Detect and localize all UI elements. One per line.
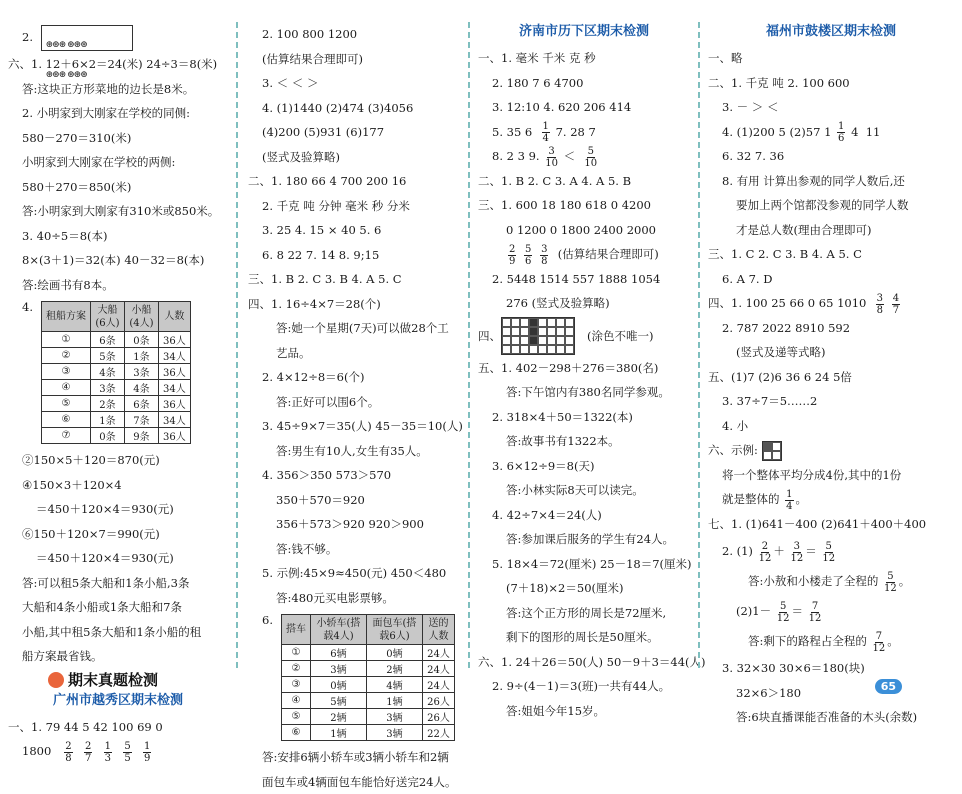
subsection-title: 广州市越秀区期末检测: [8, 691, 228, 711]
fraction: $\frac{5}{12}$: [884, 571, 897, 594]
line: 艺品。: [248, 341, 460, 366]
line: 3. 6×12÷9＝8(天): [478, 454, 690, 479]
fraction: $\frac{1}{4}$: [785, 489, 793, 512]
table-cell: 6条: [90, 332, 124, 348]
fraction-line: [478, 242, 690, 267]
table-row: [41, 364, 190, 380]
line: 8. 有用 计算出参观的同学人数后,还: [708, 169, 954, 194]
table-row: [41, 428, 190, 444]
line: 6. 8 22 7. 14 8. 9;15: [248, 243, 460, 268]
line: 2. 180 7 6 4700: [478, 71, 690, 96]
line: 350＋570＝920: [248, 488, 460, 513]
line: 3. 25 4. 15 × 40 5. 6: [248, 218, 460, 243]
grid-cell: [520, 327, 529, 336]
line: 3. 37÷7＝5……2: [708, 389, 954, 414]
line: 六、1. 24＋26＝50(人) 50－9＋3＝44(人): [478, 650, 690, 675]
grid-cell: [529, 336, 538, 345]
column-4: [708, 22, 954, 730]
column-2: [248, 22, 460, 794]
line: 一、略: [708, 46, 954, 71]
line: 5. 18×4＝72(厘米) 25－18＝7(厘米): [478, 552, 690, 577]
table-row: [41, 348, 190, 364]
grid-cell: [547, 336, 556, 345]
table-cell: 3辆: [366, 725, 422, 741]
table-cell: 36人: [158, 428, 190, 444]
fraction: $\frac{3}{8}$: [540, 244, 548, 267]
fraction-line: 4. (1)200 5 (2)57 1 $\frac{1}{6}$ 4 11: [708, 120, 954, 145]
section-title: 福州市鼓楼区期末检测: [708, 22, 954, 42]
grid-cell: [529, 318, 538, 327]
table-row: [281, 709, 454, 725]
table-cell: 4条: [124, 380, 158, 396]
fraction: $\frac{4}{7}$: [892, 293, 900, 316]
table-cell: 3辆: [310, 661, 366, 677]
line: 3. 12:10 4. 620 206 414: [478, 95, 690, 120]
table-cell: ③: [41, 364, 90, 380]
line: 答:男生有10人,女生有35人。: [248, 439, 460, 464]
grid-cell: [529, 327, 538, 336]
line: 4. (1)1440 (2)474 (3)4056: [248, 96, 460, 121]
table-header: 搭车: [281, 615, 310, 645]
fraction-line: 答:剩下的路程占全程的 $\frac{7}{12}$ 。: [708, 626, 954, 656]
fraction-line: 2. (1) $\frac{2}{12}$ ＋ $\frac{3}{12}$ ＝ $\frac{5}{12}$: [708, 536, 954, 566]
line: ＝450＋120×4＝930(元): [8, 546, 228, 571]
table-cell: 3条: [90, 380, 124, 396]
q4-label: 4.: [8, 297, 33, 317]
line: 答:安排6辆小轿车或3辆小轿车和2辆: [248, 745, 460, 770]
line: (竖式及递等式略): [708, 340, 954, 365]
text: 8. 2 3 9.: [492, 149, 540, 163]
text: 就是整体的: [722, 492, 780, 506]
table-cell: 0条: [124, 332, 158, 348]
table-cell: ⑥: [281, 725, 310, 741]
table-row: [41, 380, 190, 396]
table-cell: 1条: [124, 348, 158, 364]
table-cell: 34人: [158, 348, 190, 364]
fraction: $\frac{1}{6}$: [837, 121, 845, 144]
shaded-grid-figure: [501, 317, 575, 355]
line: 五、(1)7 (2)6 36 6 24 5倍: [708, 365, 954, 390]
line: 答:绘画书有8本。: [8, 273, 228, 298]
table-cell: ⑤: [281, 709, 310, 725]
line: 五、1. 402－298＋276＝380(名): [478, 356, 690, 381]
line: 5. 示例:45×9≈450(元) 450＜480: [248, 561, 460, 586]
table-cell: 4辆: [366, 677, 422, 693]
table-cell: 24人: [422, 661, 454, 677]
line: 2. 4×12÷8＝6(个): [248, 365, 460, 390]
table-cell: 26人: [422, 709, 454, 725]
line: 四、1. 16÷4×7＝28(个): [248, 292, 460, 317]
text: 4. (1)200 5 (2)57 1: [722, 125, 831, 139]
number: 1800: [22, 744, 51, 758]
line: 2. 9÷(4－1)＝3(班)一共有44人。: [478, 674, 690, 699]
line: 答:这块正方形菜地的边长是8米。: [8, 77, 228, 102]
q4-block: [8, 297, 228, 448]
line: 答:参加课后服务的学生有24人。: [478, 527, 690, 552]
table-cell: 24人: [422, 645, 454, 661]
fraction-line: [8, 739, 228, 764]
table-cell: 5辆: [310, 693, 366, 709]
table-cell: 7条: [124, 412, 158, 428]
grid-cell: [511, 336, 520, 345]
line: 答:480元买电影票够。: [248, 586, 460, 611]
line: 4. 356＞350 573＞570: [248, 463, 460, 488]
fraction: $\frac{5}{12}$: [777, 601, 790, 624]
boat-plan-table: [41, 301, 191, 444]
fraction-line: [708, 291, 954, 316]
line: 船方案最省钱。: [8, 644, 228, 669]
line: 答:钱不够。: [248, 537, 460, 562]
grid-cell: [556, 345, 565, 354]
grid-cell: [520, 318, 529, 327]
grid-cell: [565, 336, 574, 345]
grid-cell: [556, 318, 565, 327]
line: 答:这个正方形的周长是72厘米,: [478, 601, 690, 626]
fraction: $\frac{5}{6}$: [524, 244, 532, 267]
text: 2. (1): [722, 544, 753, 558]
table-cell: 3辆: [366, 709, 422, 725]
text: 六、示例:: [708, 443, 758, 457]
table-cell: ①: [281, 645, 310, 661]
line: 答:可以租5条大船和1条小船,3条: [8, 571, 228, 596]
section-heading-text: 期末真题检测: [68, 671, 158, 689]
line: 面包车或4辆面包车能恰好送完24人。: [248, 770, 460, 794]
line: 580＋270＝850(米): [8, 175, 228, 200]
column-divider: [698, 22, 700, 668]
fraction: $\frac{1}{9}$: [143, 741, 151, 764]
grid-cell: [529, 345, 538, 354]
line: (4)200 (5)931 (6)177: [248, 120, 460, 145]
line: 3. ＜ ＜ ＞: [248, 71, 460, 96]
quarter-square-figure: [762, 441, 782, 461]
table-cell: 34人: [158, 380, 190, 396]
table-cell: ①: [41, 332, 90, 348]
fraction-line: 8. 2 3 9. $\frac{3}{10}$ ＜ $\frac{5}{10}$: [478, 144, 690, 169]
fraction: $\frac{3}{12}$: [790, 541, 803, 564]
table-cell: 36人: [158, 396, 190, 412]
table-cell: 6辆: [310, 645, 366, 661]
grid-cell: [538, 345, 547, 354]
section-title: 济南市历下区期末检测: [478, 22, 690, 42]
line: 答:故事书有1322本。: [478, 429, 690, 454]
rocket-icon: [48, 672, 64, 688]
line: 2. 5448 1514 557 1888 1054: [478, 267, 690, 292]
table-cell: 1辆: [366, 693, 422, 709]
table-row: [281, 677, 454, 693]
fraction: $\frac{2}{8}$: [64, 741, 72, 764]
section-heading: [8, 669, 228, 691]
q6-label: 6.: [248, 610, 273, 630]
grid-cell: [565, 345, 574, 354]
line: 3. － ＞ ＜: [708, 95, 954, 120]
grid-cell: [502, 336, 511, 345]
apple-icons: ⊛⊛⊛ ⊛⊛⊛ ⊛⊛⊛ ⊛⊛⊛: [46, 40, 87, 80]
line: ⑥150＋120×7＝990(元): [8, 522, 228, 547]
table-row: [281, 693, 454, 709]
fraction: $\frac{7}{12}$: [873, 631, 886, 654]
line: 二、1. 180 66 4 700 200 16: [248, 169, 460, 194]
table-cell: ②: [281, 661, 310, 677]
q2-row: [8, 22, 228, 52]
text: (估算结果合理即可): [558, 247, 659, 261]
text: (涂色不唯一): [587, 328, 653, 344]
line: 答:下午馆内有380名同学参观。: [478, 380, 690, 405]
apple-diagram: [41, 25, 133, 51]
table-row: [41, 332, 190, 348]
table-row: [41, 412, 190, 428]
table-header: 送的人数: [422, 615, 454, 645]
fraction-line: 就是整体的 $\frac{1}{4}$ 。: [708, 487, 954, 512]
table-cell: 24人: [422, 677, 454, 693]
grid-cell: [511, 318, 520, 327]
line: 3. 45÷9×7＝35(人) 45－35＝10(人): [248, 414, 460, 439]
q2-label: 2.: [22, 30, 33, 44]
table-cell: 26人: [422, 693, 454, 709]
table-cell: 22人: [422, 725, 454, 741]
fraction: $\frac{3}{8}$: [876, 293, 884, 316]
table-header: 租船方案: [41, 302, 90, 332]
line: 0 1200 0 1800 2400 2000: [478, 218, 690, 243]
grid-cell: [538, 318, 547, 327]
grid-cell: [538, 327, 547, 336]
line: 剩下的图形的周长是50厘米。: [478, 625, 690, 650]
line: (估算结果合理即可): [248, 47, 460, 72]
table-cell: ②: [41, 348, 90, 364]
table-cell: ⑥: [41, 412, 90, 428]
table-cell: ⑤: [41, 396, 90, 412]
table-header: 人数: [158, 302, 190, 332]
column-1: [8, 22, 228, 764]
text: 四、1. 100 25 66 0 65 1010: [708, 296, 866, 310]
line: 580－270＝310(米): [8, 126, 228, 151]
text: 5. 35 6: [492, 125, 532, 139]
line: 4. 小: [708, 414, 954, 439]
fraction: $\frac{3}{10}$: [545, 146, 558, 169]
line: 32×6＞180: [708, 681, 954, 706]
table-cell: 0辆: [366, 645, 422, 661]
grid-cell: [520, 345, 529, 354]
line: 才是总人数(理由合理即可): [708, 218, 954, 243]
column-3: [478, 22, 690, 723]
fraction: $\frac{7}{12}$: [809, 601, 822, 624]
line: 将一个整体平均分成4份,其中的1份: [708, 463, 954, 488]
page-number: 65: [875, 679, 902, 694]
line: 答:6块直播课能否准备的木头(余数): [708, 705, 954, 730]
q-label: 四、: [478, 328, 501, 344]
fraction: $\frac{5}{12}$: [822, 541, 835, 564]
table-cell: 2条: [90, 396, 124, 412]
line: 2. 318×4＋50＝1322(本): [478, 405, 690, 430]
grid-cell: [556, 327, 565, 336]
table-cell: ④: [281, 693, 310, 709]
fraction-line: 答:小敖和小楼走了全程的 $\frac{5}{12}$ 。: [708, 566, 954, 596]
grid-cell: [538, 336, 547, 345]
fraction-line: 5. 35 6 $\frac{1}{4}$ 7. 28 7: [478, 120, 690, 145]
table-cell: 6条: [124, 396, 158, 412]
table-header: 大船(6人): [90, 302, 124, 332]
grid-cell: [502, 327, 511, 336]
car-plan-table: [281, 614, 455, 741]
line: 要加上两个馆都没参观的同学人数: [708, 193, 954, 218]
text: 答:剩下的路程占全程的: [748, 634, 867, 648]
table-cell: 3条: [124, 364, 158, 380]
line: 2. 100 800 1200: [248, 22, 460, 47]
line: 2. 787 2022 8910 592: [708, 316, 954, 341]
table-cell: 2辆: [366, 661, 422, 677]
line: 6. 32 7. 36: [708, 144, 954, 169]
line: 3. 32×30 30×6＝180(块): [708, 656, 954, 681]
fraction: $\frac{5}{10}$: [584, 146, 597, 169]
table-cell: 0条: [90, 428, 124, 444]
fraction: $\frac{1}{4}$: [542, 121, 550, 144]
line: 一、1. 毫米 千米 克 秒: [478, 46, 690, 71]
line: (7＋18)×2＝50(厘米): [478, 576, 690, 601]
table-header: 面包车(搭载6人): [366, 615, 422, 645]
table-cell: ⑦: [41, 428, 90, 444]
line: 答:姐姐今年15岁。: [478, 699, 690, 724]
line: 小船,其中租5条大船和1条小船的租: [8, 620, 228, 645]
q6-block: [248, 610, 460, 745]
text: (2)1－: [736, 604, 771, 618]
line: 3. 40÷5＝8(本): [8, 224, 228, 249]
line: 一、1. 79 44 5 42 100 69 0: [8, 715, 228, 740]
grid-cell: [547, 318, 556, 327]
table-cell: 36人: [158, 332, 190, 348]
table-cell: 34人: [158, 412, 190, 428]
grid-cell: [520, 336, 529, 345]
table-cell: ④: [41, 380, 90, 396]
line: 276 (竖式及验算略): [478, 291, 690, 316]
table-cell: 4条: [90, 364, 124, 380]
table-row: [41, 396, 190, 412]
line: (竖式及验算略): [248, 145, 460, 170]
line: 答:小林实际8天可以读完。: [478, 478, 690, 503]
fraction: $\frac{2}{12}$: [759, 541, 772, 564]
fraction: $\frac{5}{5}$: [123, 741, 131, 764]
text: 答:小敖和小楼走了全程的: [748, 574, 878, 588]
line: ＝450＋120×4＝930(元): [8, 497, 228, 522]
line: 2. 千克 吨 分钟 毫米 秒 分米: [248, 194, 460, 219]
grid-cell: [547, 327, 556, 336]
table-row: [281, 645, 454, 661]
line: 大船和4条小船或1条大船和7条: [8, 595, 228, 620]
line: 8×(3＋1)＝32(本) 40－32＝8(本): [8, 248, 228, 273]
table-cell: 2辆: [310, 709, 366, 725]
example-row: [708, 438, 954, 463]
grid-cell: [502, 345, 511, 354]
table-cell: 5条: [90, 348, 124, 364]
fraction-line: (2)1－ $\frac{5}{12}$ ＝ $\frac{7}{12}$: [708, 596, 954, 626]
grid-cell: [565, 318, 574, 327]
line: 三、1. B 2. C 3. B 4. A 5. C: [248, 267, 460, 292]
grid-cell: [511, 327, 520, 336]
column-divider: [236, 22, 238, 668]
line: 356＋573＞920 920＞900: [248, 512, 460, 537]
fraction: $\frac{2}{7}$: [84, 741, 92, 764]
line: 六、1. 12＋6×2＝24(米) 24÷3＝8(米): [8, 52, 228, 77]
table-cell: 9条: [124, 428, 158, 444]
line: 答:小明家到大刚家有310米或850米。: [8, 199, 228, 224]
fraction: $\frac{1}{3}$: [104, 741, 112, 764]
table-cell: 1辆: [310, 725, 366, 741]
table-header: 小轿车(搭载4人): [310, 615, 366, 645]
line: 答:她一个星期(7天)可以做28个工: [248, 316, 460, 341]
line: 6. A 7. D: [708, 267, 954, 292]
line: 二、1. 千克 吨 2. 100 600: [708, 71, 954, 96]
grid-cell: [556, 336, 565, 345]
column-divider: [468, 22, 470, 668]
line: ④150×3＋120×4: [8, 473, 228, 498]
grid-cell: [511, 345, 520, 354]
line: 答:正好可以围6个。: [248, 390, 460, 415]
line: 三、1. C 2. C 3. B 4. A 5. C: [708, 242, 954, 267]
table-header: 小船(4人): [124, 302, 158, 332]
line: ②150×5＋120＝870(元): [8, 448, 228, 473]
grid-cell: [502, 318, 511, 327]
grid-row: [478, 316, 690, 356]
table-cell: ③: [281, 677, 310, 693]
table-row: [281, 661, 454, 677]
table-cell: 1条: [90, 412, 124, 428]
grid-cell: [565, 327, 574, 336]
fraction: $\frac{2}{9}$: [508, 244, 516, 267]
line: 2. 小明家到大刚家在学校的同侧:: [8, 101, 228, 126]
table-cell: 0辆: [310, 677, 366, 693]
table-cell: 36人: [158, 364, 190, 380]
line: 4. 42÷7×4＝24(人): [478, 503, 690, 528]
line: 小明家到大刚家在学校的两侧:: [8, 150, 228, 175]
line: 三、1. 600 18 180 618 0 4200: [478, 193, 690, 218]
grid-cell: [547, 345, 556, 354]
table-row: [281, 725, 454, 741]
line: 二、1. B 2. C 3. A 4. A 5. B: [478, 169, 690, 194]
line: 七、1. (1)641－400 (2)641＋400＋400: [708, 512, 954, 537]
